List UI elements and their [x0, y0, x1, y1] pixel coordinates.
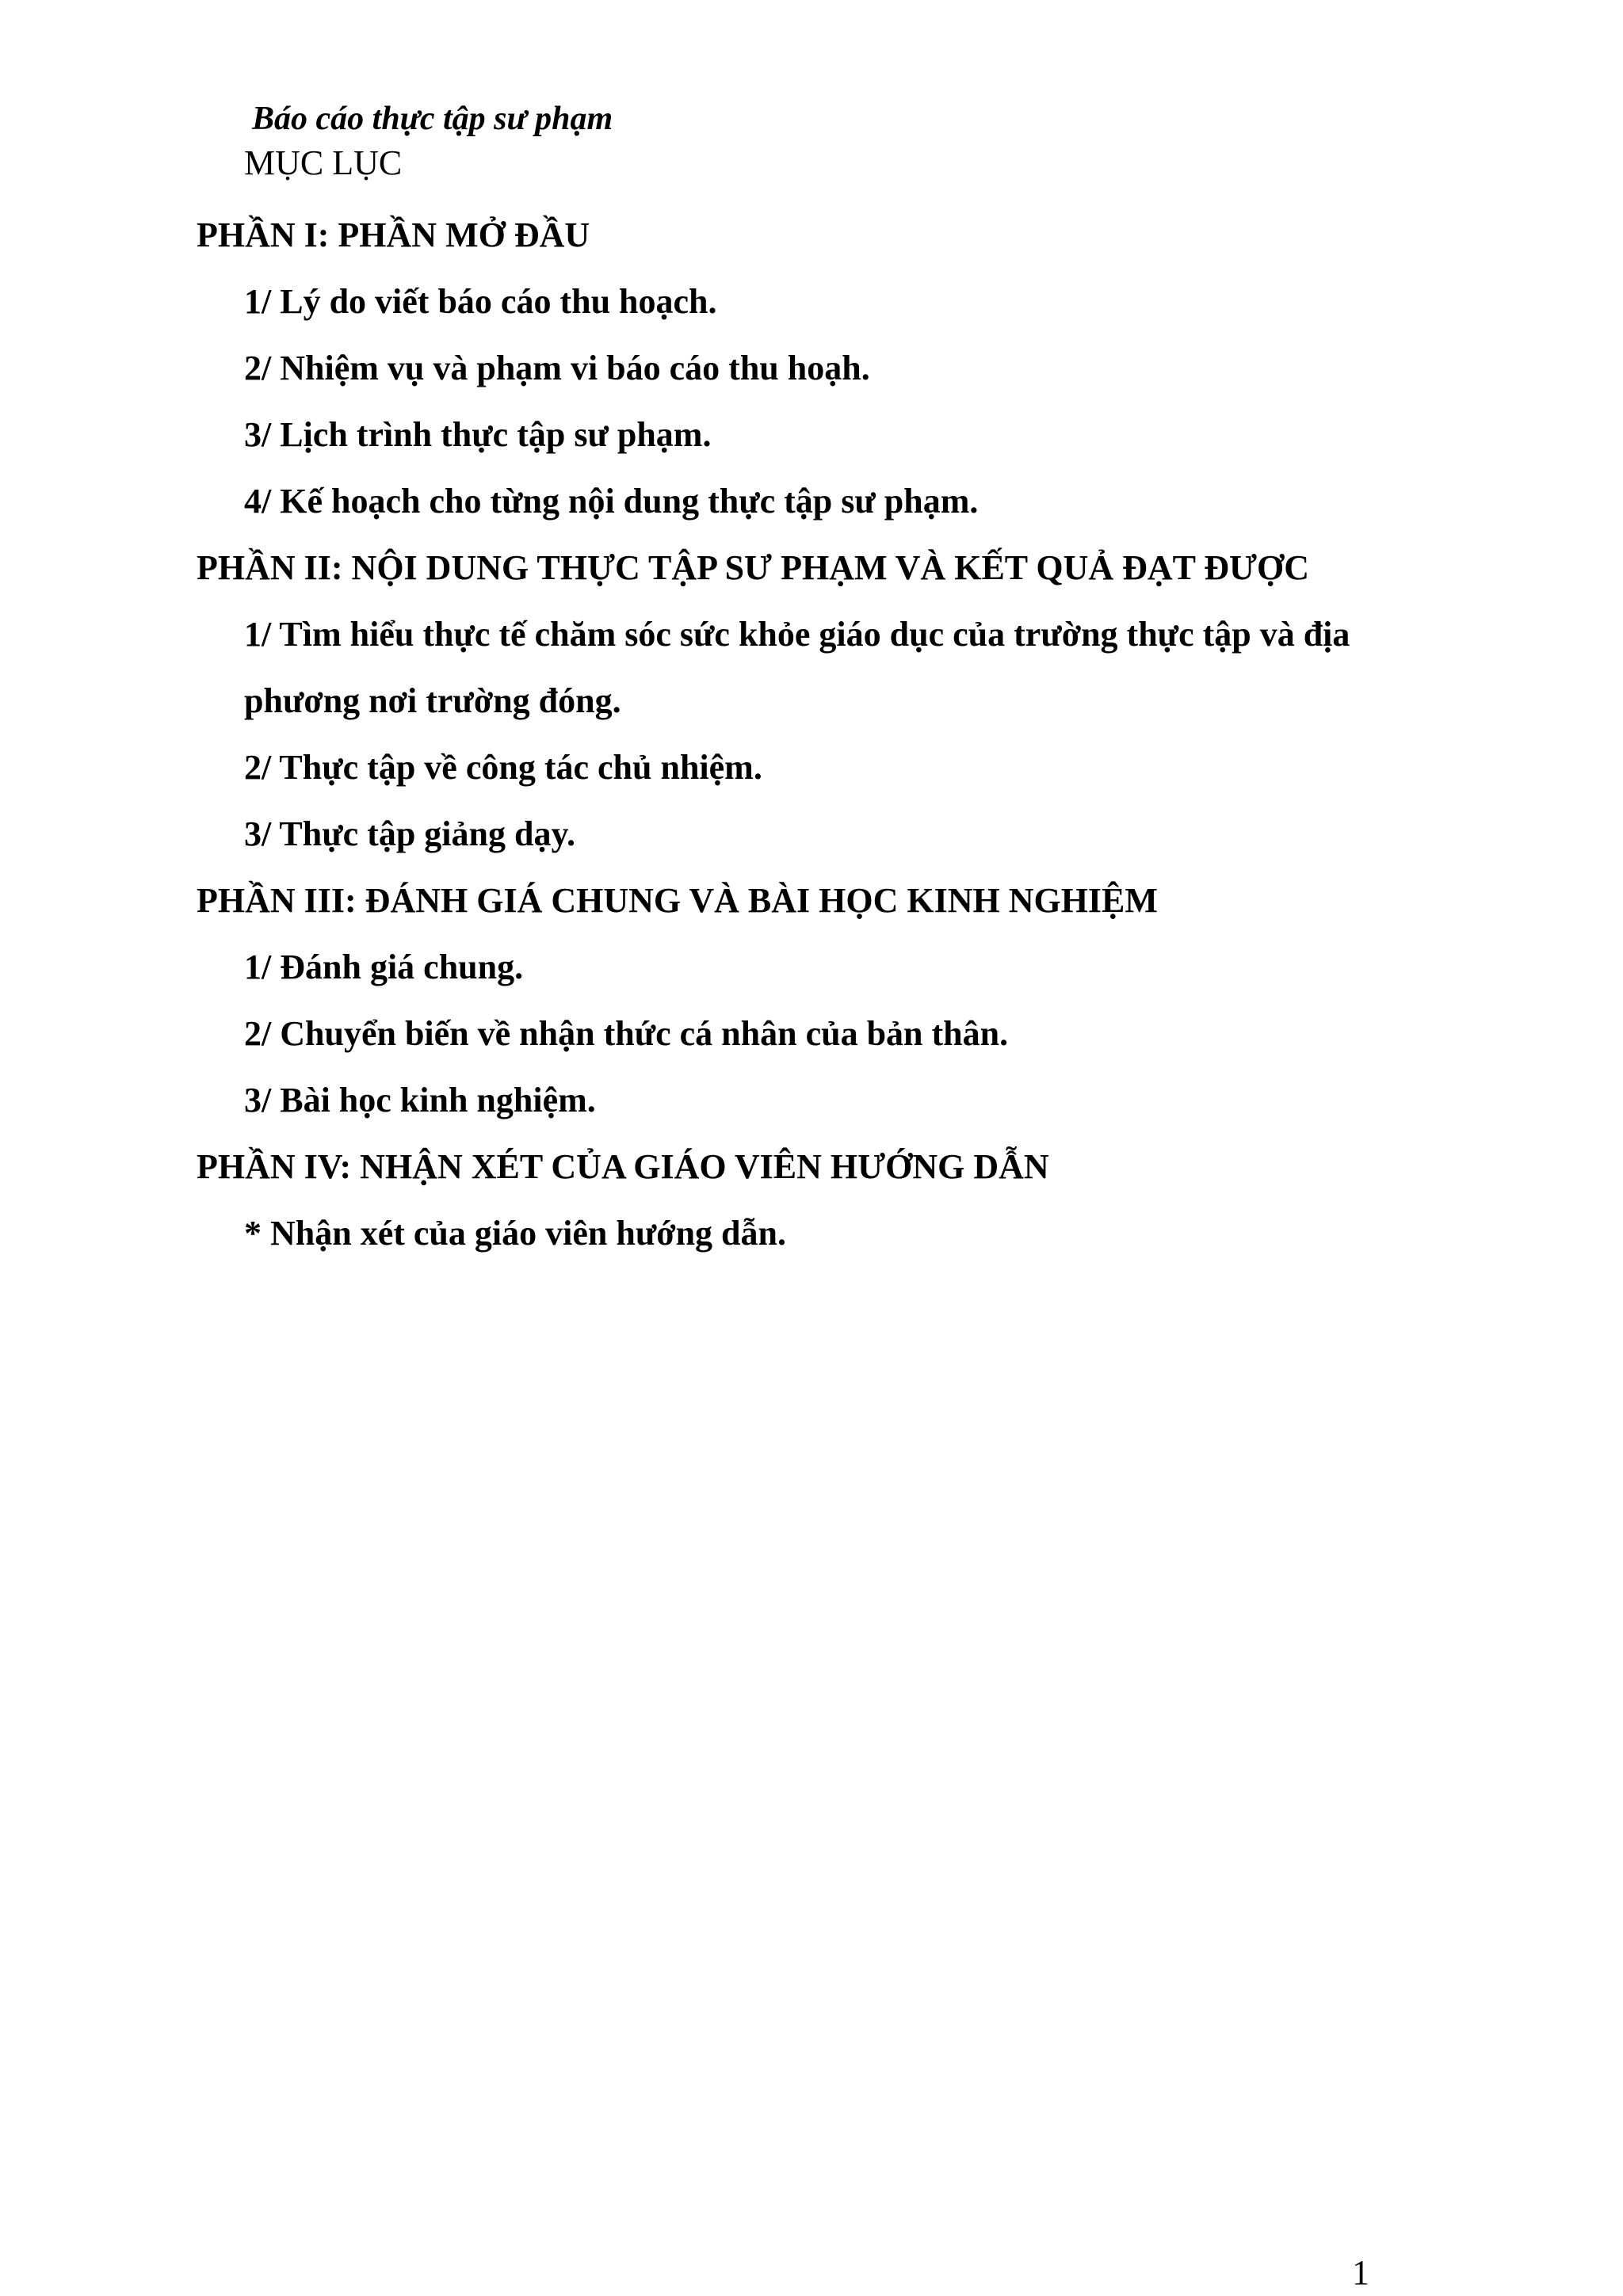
- toc-part-3-item-2: 2/ Chuyển biến về nhận thức cá nhân của bản thân.: [244, 1014, 1009, 1053]
- toc-part-2-item-1-line-2: phương nơi trường đóng.: [244, 681, 621, 720]
- toc-part-1-item-3: 3/ Lịch trình thực tập sư phạm.: [244, 415, 712, 454]
- toc-part-3-item-1: 1/ Đánh giá chung.: [244, 948, 524, 986]
- document-header: Báo cáo thực tập sư phạm: [252, 101, 613, 137]
- toc-part-1-heading: PHẦN I: PHẦN MỞ ĐẦU: [197, 215, 590, 254]
- toc-part-4-heading: PHẦN IV: NHẬN XÉT CỦA GIÁO VIÊN HƯỚNG DẪN: [197, 1147, 1049, 1186]
- toc-part-4-item-1: * Nhận xét của giáo viên hướng dẫn.: [244, 1214, 786, 1253]
- page-number: 1: [1352, 2253, 1369, 2292]
- toc-part-1-item-2: 2/ Nhiệm vụ và phạm vi báo cáo thu hoạh.: [244, 349, 870, 387]
- toc-part-1-item-4: 4/ Kế hoạch cho từng nội dung thực tập sư phạm.: [244, 482, 979, 521]
- toc-part-3-item-3: 3/ Bài học kinh nghiệm.: [244, 1081, 596, 1119]
- toc-part-2-heading: PHẦN II: NỘI DUNG THỰC TẬP SƯ PHẠM VÀ KẾT QUẢ ĐẠT ĐƯỢC: [197, 548, 1310, 587]
- toc-part-2-item-3: 3/ Thực tập giảng dạy.: [244, 814, 576, 853]
- toc-part-1-item-1: 1/ Lý do viết báo cáo thu hoạch.: [244, 282, 717, 321]
- table-of-contents: [0, 202, 1623, 1267]
- toc-part-3-heading: PHẦN III: ĐÁNH GIÁ CHUNG VÀ BÀI HỌC KINH NGHIỆM: [197, 881, 1158, 920]
- toc-part-2-item-1-line-1: 1/ Tìm hiểu thực tế chăm sóc sức khỏe giáo dục của trường thực tập và địa: [244, 615, 1350, 654]
- toc-part-2-item-2: 2/ Thực tập về công tác chủ nhiệm.: [244, 748, 762, 787]
- table-of-contents-title: MỤC LỤC: [244, 143, 403, 182]
